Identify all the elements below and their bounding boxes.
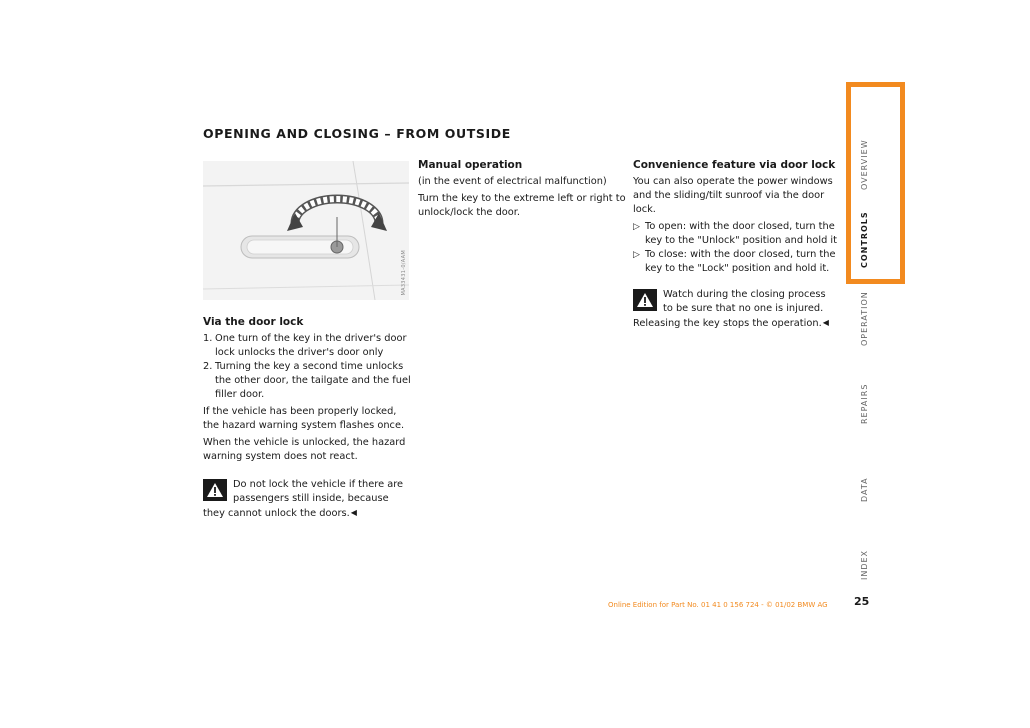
step-text: Turning the key a second time unlocks the other door, the tailgate and the fuel filler door.	[215, 361, 411, 400]
step-number: 1.	[203, 333, 213, 344]
manual-operation-body	[418, 175, 628, 223]
list-item	[633, 248, 838, 276]
triangle-bullet-icon: ▷	[633, 222, 640, 232]
warning-note	[203, 478, 413, 521]
convenience-close-text: To close: with the door closed, turn the key to the "Lock" position and hold it.	[645, 249, 836, 274]
manual-operation-heading: Manual operation	[418, 159, 523, 171]
list-item	[633, 220, 838, 248]
release-key-text: Releasing the key stops the operation.	[633, 318, 822, 329]
tab-overview[interactable]: OVERVIEW	[860, 139, 869, 190]
illustration-code: MA33431-0/AAM	[401, 250, 407, 296]
tab-controls[interactable]: CONTROLS	[860, 211, 869, 268]
warning-text: Do not lock the vehicle if there are passengers still inside, because they cannot unlock the doors.	[203, 479, 404, 519]
active-tab-inner	[851, 87, 900, 279]
hazard-unlocked-text: When the vehicle is unlocked, the hazard warning system does not react.	[203, 437, 406, 462]
step-number: 2.	[203, 361, 213, 372]
step-text: One turn of the key in the driver's door lock unlocks the driver's door only	[215, 333, 407, 358]
via-door-lock-heading: Via the door lock	[203, 316, 304, 328]
warning-note	[633, 288, 838, 316]
list-item	[203, 332, 413, 360]
convenience-heading: Convenience feature via door lock	[633, 159, 836, 171]
manual-operation-subtitle: (in the event of electrical malfunction)	[418, 176, 607, 187]
convenience-body	[633, 175, 838, 334]
warning-icon	[203, 479, 227, 501]
triangle-bullet-icon: ▷	[633, 250, 640, 260]
tab-data[interactable]: DATA	[860, 477, 869, 502]
tab-index[interactable]: INDEX	[860, 549, 869, 580]
steps-list	[203, 332, 413, 402]
warning-icon	[633, 289, 657, 311]
end-marker-icon: ◀	[350, 508, 357, 517]
footer-note: Online Edition for Part No. 01 41 0 156 724 - © 01/02 BMW AG	[608, 601, 828, 609]
tab-repairs[interactable]: REPAIRS	[860, 383, 869, 424]
hazard-locked-text: If the vehicle has been properly locked, the hazard warning system flashes once.	[203, 406, 405, 431]
convenience-intro: You can also operate the power windows and the sliding/tilt sunroof via the door lock.	[633, 176, 833, 215]
manual-operation-text: Turn the key to the extreme left or right to unlock/lock the door.	[418, 193, 626, 218]
end-marker-icon: ◀	[822, 318, 829, 327]
door-handle-drawing	[203, 161, 409, 300]
section-title: OPENING AND CLOSING – FROM OUTSIDE	[203, 126, 511, 141]
tab-operation[interactable]: OPERATION	[860, 291, 869, 346]
warning-text: Watch during the closing process to be sure that no one is injured.	[663, 289, 826, 314]
list-item	[203, 360, 413, 402]
convenience-list	[633, 220, 838, 276]
convenience-after-text	[633, 316, 838, 331]
page-number: 25	[854, 595, 870, 608]
convenience-open-text: To open: with the door closed, turn the key to the "Unlock" position and hold it	[645, 221, 837, 246]
door-handle-illustration	[203, 161, 409, 300]
via-door-lock-body	[203, 332, 413, 521]
